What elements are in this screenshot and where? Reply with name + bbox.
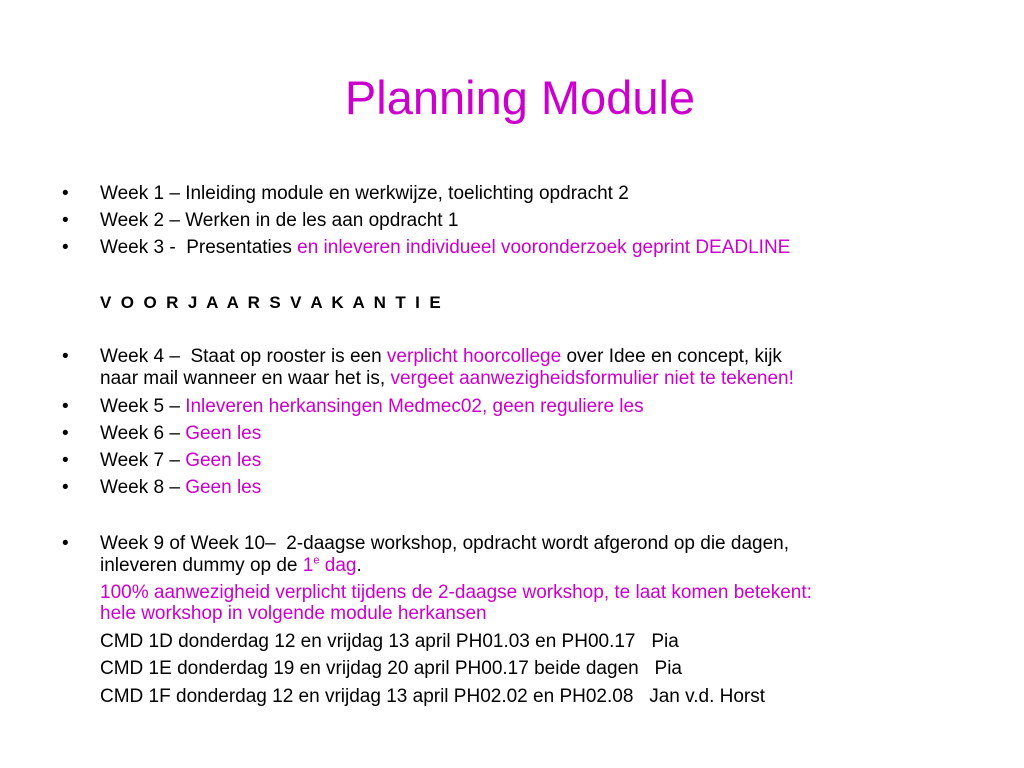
week3-deadline-text: en inleveren individueel vooronderzoek geprint DEADLINE (297, 237, 791, 258)
bullet: • (62, 423, 69, 444)
schedule-line-cmd-1f: CMD 1F donderdag 12 en vrijdag 13 april PH02.02 en PH02.08 Jan v.d. Horst (100, 686, 766, 707)
week5-item (100, 396, 980, 417)
week9-item-line1: Week 9 of Week 10– 2-daagse workshop, opdracht wordt afgerond op die dagen, (100, 533, 790, 554)
vacation-label: V O O R J A A R S V A K A N T I E (100, 293, 441, 312)
slide-title: Planning Module (344, 71, 696, 124)
bullet: • (62, 210, 69, 231)
bullet: • (62, 450, 69, 471)
week4-lecture-text: verplicht hoorcollege (386, 346, 562, 367)
week6-lead: Week 6 – (100, 423, 186, 444)
week3-item (100, 237, 980, 258)
week7-highlight: Geen les (185, 450, 262, 471)
attendance-warning-line2: hele workshop in volgende module herkansen (100, 603, 487, 624)
week4-form-reminder: vergeet aanwezigheidsformulier niet te tekenen! (390, 368, 794, 389)
week4-mid: over Idee en concept, kijk (561, 346, 782, 367)
bullet: • (62, 183, 69, 204)
first-day-number: 1 (302, 555, 314, 576)
attendance-warning-line1: 100% aanwezigheid verplicht tijdens de 2-daagse workshop, te laat komen betekent: (100, 582, 812, 603)
bullet: • (62, 477, 69, 498)
schedule-line-cmd-1e: CMD 1E donderdag 19 en vrijdag 20 april PH00.17 beide dagen Pia (100, 658, 682, 679)
week6-item (100, 423, 980, 444)
first-day-word: dag (319, 555, 357, 576)
schedule-line-cmd-1d: CMD 1D donderdag 12 en vrijdag 13 april PH01.03 en PH00.17 Pia (100, 631, 679, 652)
week9-line2-lead: inleveren dummy op de (100, 555, 303, 576)
week4-lead: Week 4 – Staat op rooster is een (100, 346, 387, 367)
week4-line2-lead: naar mail wanneer en waar het is, (100, 368, 391, 389)
bullet: • (62, 396, 69, 417)
week8-lead: Week 8 – (100, 477, 186, 498)
week1-item: Week 1 – Inleiding module en werkwijze, toelichting opdracht 2 (100, 183, 629, 204)
bullet: • (62, 237, 69, 258)
week5-highlight: Inleveren herkansingen Medmec02, geen reguliere les (185, 396, 644, 417)
week3-lead: Week 3 - Presentaties (100, 237, 298, 258)
week5-lead: Week 5 – (100, 396, 186, 417)
week7-lead: Week 7 – (100, 450, 186, 471)
first-day-ordinal: e (313, 554, 320, 567)
bullet: • (62, 533, 69, 554)
week8-highlight: Geen les (185, 477, 262, 498)
week4-item-line2 (100, 368, 980, 389)
week9-item-line2 (100, 555, 980, 576)
week9-line2-end: . (356, 555, 362, 576)
week4-item-line1 (100, 346, 980, 367)
week7-item (100, 450, 980, 471)
week8-item (100, 477, 980, 498)
week2-item: Week 2 – Werken in de les aan opdracht 1 (100, 210, 459, 231)
week6-highlight: Geen les (185, 423, 262, 444)
bullet: • (62, 346, 69, 367)
